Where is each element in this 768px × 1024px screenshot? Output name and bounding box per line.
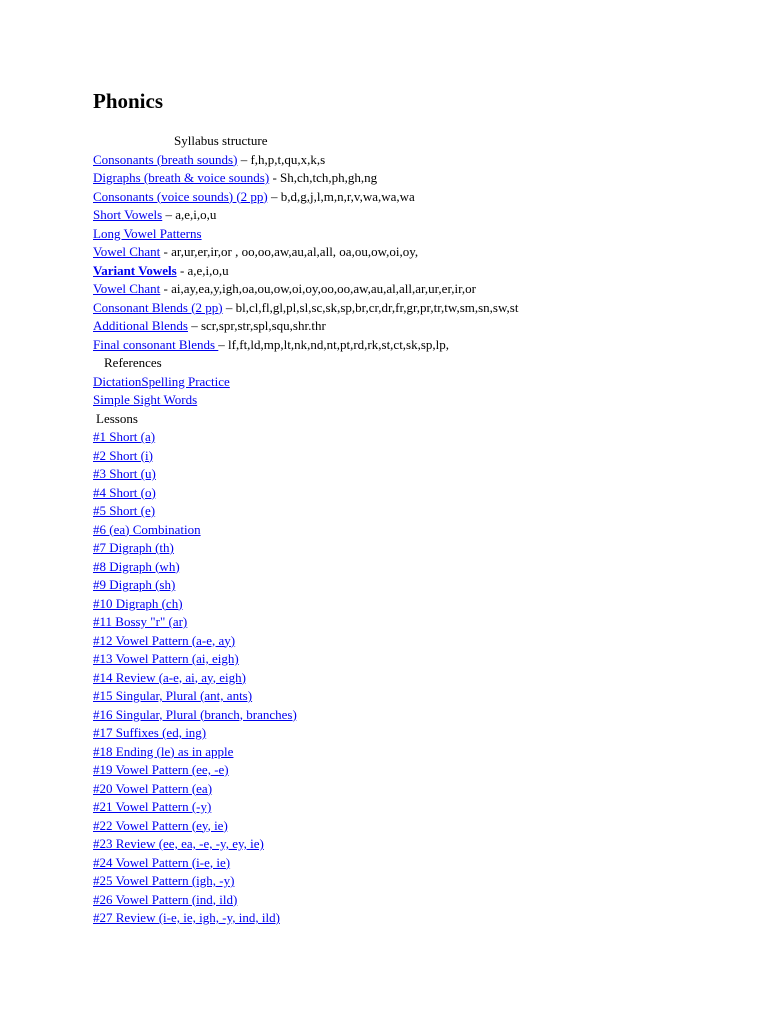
lesson-link[interactable]: #19 Vowel Pattern (ee, -e)	[93, 762, 229, 777]
syllabus-detail: – a,e,i,o,u	[162, 207, 217, 222]
lesson-link[interactable]: #14 Review (a-e, ai, ay, eigh)	[93, 669, 246, 685]
page-title: Phonics	[93, 89, 164, 113]
lesson-link[interactable]: #25 Vowel Pattern (igh, -y)	[93, 873, 235, 888]
syllabus-detail: - Sh,ch,tch,ph,gh,ng	[269, 170, 378, 185]
lesson-link[interactable]: #6 (ea) Combination	[93, 521, 201, 537]
syllabus-link[interactable]: Long Vowel Patterns	[93, 225, 202, 241]
lesson-link[interactable]: #17 Suffixes (ed, ing)	[93, 725, 207, 740]
syllabus-heading: Syllabus structure	[174, 133, 268, 148]
syllabus-item	[93, 280, 733, 299]
syllabus-link[interactable]: Final consonant Blends	[93, 336, 219, 352]
lesson-link[interactable]: #12 Vowel Pattern (a-e, ay)	[93, 632, 236, 648]
syllabus-item	[93, 151, 733, 170]
syllabus-link[interactable]: Consonant Blends (2 pp)	[93, 299, 223, 315]
syllabus-item	[93, 243, 733, 262]
lessons-heading: Lessons	[96, 410, 138, 426]
reference-link[interactable]: DictationSpelling Practice	[93, 373, 230, 389]
lesson-link[interactable]: #20 Vowel Pattern (ea)	[93, 780, 213, 796]
syllabus-link[interactable]: Digraphs (breath & voice sounds)	[93, 170, 270, 185]
lesson-link[interactable]: #9 Digraph (sh)	[93, 577, 176, 592]
document-page	[93, 88, 733, 928]
lesson-link[interactable]: #18 Ending (le) as in apple	[93, 743, 234, 759]
lesson-link[interactable]: #27 Review (i-e, ie, igh, -y, ind, ild)	[93, 910, 280, 925]
lesson-link[interactable]: #3 Short (u)	[93, 466, 156, 481]
lesson-link[interactable]: #13 Vowel Pattern (ai, eigh)	[93, 651, 239, 666]
references-heading: References	[104, 355, 162, 370]
lessons-list	[93, 428, 733, 928]
syllabus-list	[93, 151, 733, 355]
syllabus-item	[93, 225, 733, 244]
syllabus-link[interactable]: Variant Vowels	[93, 262, 177, 278]
syllabus-item	[93, 299, 733, 318]
lesson-link[interactable]: #26 Vowel Pattern (ind, ild)	[93, 891, 238, 907]
lesson-link[interactable]: #10 Digraph (ch)	[93, 595, 183, 611]
syllabus-link[interactable]: Short Vowels	[93, 207, 163, 222]
lesson-link[interactable]: #2 Short (i)	[93, 447, 153, 463]
syllabus-detail: - ai,ay,ea,y,igh,oa,ou,ow,oi,oy,oo,oo,aw,au,al,all,ar,ur,er,ir,or	[160, 281, 476, 296]
lesson-link[interactable]: #8 Digraph (wh)	[93, 558, 180, 574]
syllabus-item	[93, 188, 733, 207]
syllabus-item	[93, 317, 733, 336]
syllabus-detail: – b,d,g,j,l,m,n,r,v,wa,wa,wa	[267, 188, 415, 204]
syllabus-detail: – bl,cl,fl,gl,pl,sl,sc,sk,sp,br,cr,dr,fr,gr,pr,tr,tw,sm,sn,sw,st	[222, 299, 519, 315]
lesson-link[interactable]: #5 Short (e)	[93, 503, 156, 518]
lesson-link[interactable]: #23 Review (ee, ea, -e, -y, ey, ie)	[93, 836, 264, 851]
syllabus-detail: – f,h,p,t,qu,x,k,s	[237, 151, 326, 167]
lesson-link[interactable]: #15 Singular, Plural (ant, ants)	[93, 688, 253, 703]
reference-link[interactable]: Simple Sight Words	[93, 392, 198, 407]
lesson-link[interactable]: #16 Singular, Plural (branch, branches)	[93, 706, 297, 722]
syllabus-link[interactable]: Vowel Chant	[93, 244, 161, 259]
lesson-link[interactable]: #4 Short (o)	[93, 484, 156, 500]
lesson-link[interactable]: #21 Vowel Pattern (-y)	[93, 799, 212, 814]
lesson-link[interactable]: #7 Digraph (th)	[93, 540, 174, 555]
syllabus-detail: - ar,ur,er,ir,or , oo,oo,aw,au,al,all, oa,ou,ow,oi,oy,	[160, 244, 419, 259]
lesson-link[interactable]: #22 Vowel Pattern (ey, ie)	[93, 817, 228, 833]
lesson-link[interactable]: #11 Bossy "r" (ar)	[93, 614, 188, 629]
lesson-link[interactable]: #1 Short (a)	[93, 429, 156, 444]
syllabus-detail: – scr,spr,str,spl,squ,shr.thr	[187, 318, 326, 333]
syllabus-detail: – lf,ft,ld,mp,lt,nk,nd,nt,pt,rd,rk,st,ct,sk,sp,lp,	[218, 336, 450, 352]
syllabus-item	[93, 336, 733, 355]
references-list	[93, 373, 733, 410]
syllabus-item	[93, 262, 733, 281]
lesson-link[interactable]: #24 Vowel Pattern (i-e, ie)	[93, 854, 231, 870]
syllabus-item	[93, 206, 733, 225]
syllabus-link[interactable]: Additional Blends	[93, 318, 188, 333]
syllabus-link[interactable]: Vowel Chant	[93, 281, 161, 296]
syllabus-link[interactable]: Consonants (breath sounds)	[93, 151, 238, 167]
syllabus-detail: - a,e,i,o,u	[176, 262, 229, 278]
syllabus-item	[93, 169, 733, 188]
syllabus-link[interactable]: Consonants (voice sounds) (2 pp)	[93, 188, 268, 204]
